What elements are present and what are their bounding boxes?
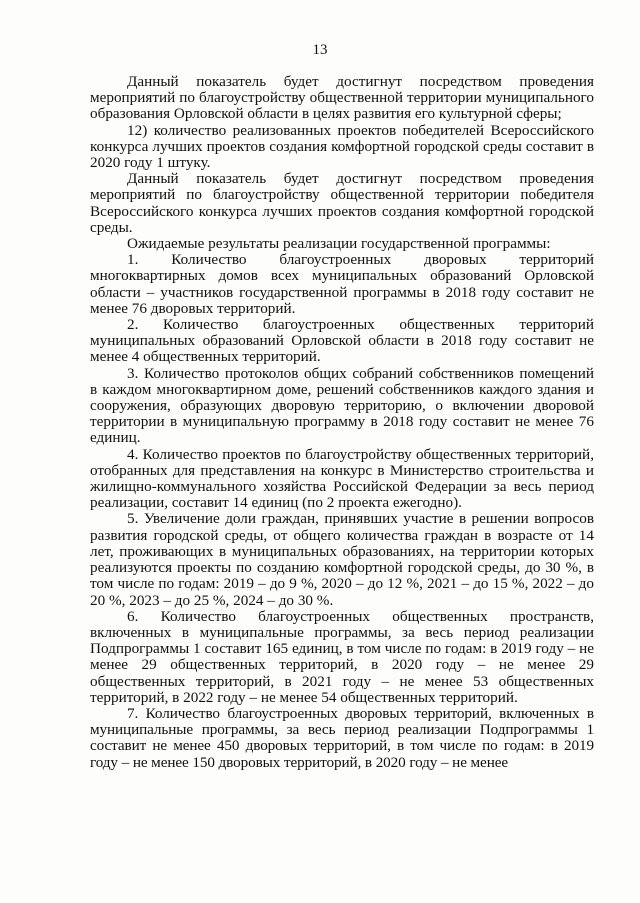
- page-number: 13: [312, 42, 328, 58]
- paragraph: 6. Количество благоустроенных общественных пространств, включенных в муниципальные программы, за весь период реализации Подпрограммы 1 составит 165 единиц, в том числе по годам: в 2019 году – не менее 29 общественных территорий, в 2020 году – не менее 29 общественных территорий, в 2021 году – не менее 53 общественных территорий, в 2022 году – не менее 54 общественных территорий.: [90, 607, 594, 706]
- paragraph: 1. Количество благоустроенных дворовых территорий многоквартирных домов всех муниципальных образований Орловской области – участников государственной программы в 2018 году составит не менее 76 дворовых территорий.: [90, 251, 594, 317]
- paragraph: 4. Количество проектов по благоустройству общественных территорий, отобранных для представления на конкурс в Министерство строительства и жилищно-коммунального хозяйства Российской Федерации за весь период реализации, составит 14 единиц (по 2 проекта ежегодно).: [90, 445, 594, 512]
- paragraph: Данный показатель будет достигнут посредством проведения мероприятий по благоустройству общественной территории победителя Всероссийского конкурса лучших проектов создания комфортной городской среды.: [90, 170, 594, 236]
- paragraph: 7. Количество благоустроенных дворовых территорий, включенных в муниципальные программы, за весь период реализации Подпрограммы 1 составит не менее 450 дворовых территорий, в том числе по годам: в 2019 году – не менее 150 дворовых территорий, в 2020 году – не менее: [90, 704, 594, 771]
- paragraph: Данный показатель будет достигнут посредством проведения мероприятий по благоустройству общественной территории муниципального образования Орловской области в целях развития его культурной сферы;: [90, 73, 594, 123]
- body-text: [90, 74, 594, 771]
- paragraph: Ожидаемые результаты реализации государственной программы:: [127, 235, 551, 253]
- paragraph: 12) количество реализованных проектов победителей Всероссийского конкурса лучших проектов создания комфортной городской среды составит в 2020 году 1 штуку.: [90, 121, 594, 172]
- paragraph: 3. Количество протоколов общих собраний собственников помещений в каждом многоквартирном доме, решений собственников каждого здания и сооружения, образующих дворовую территорию, о включении дворовой территории в муниципальную программу в 2018 году составит не менее 76 единиц.: [90, 364, 594, 447]
- paragraph: 5. Увеличение доли граждан, принявших участие в решении вопросов развития городской среды, от общего количества граждан в возрасте от 14 лет, проживающих в муниципальных образованиях, на территории которых реализуются проекты по созданию комфортной городской среды, до 30 %, в том числе по годам: 2019 – до 9 %, 2020 – до 12 %, 2021 – до 15 %, 2022 – до 20 %, 2023 – до 25 %, 2024 – до 30 %.: [90, 510, 594, 609]
- paragraph: 2. Количество благоустроенных общественных территорий муниципальных образований Орловской области в 2018 году составит не менее 4 общественных территорий.: [90, 316, 594, 366]
